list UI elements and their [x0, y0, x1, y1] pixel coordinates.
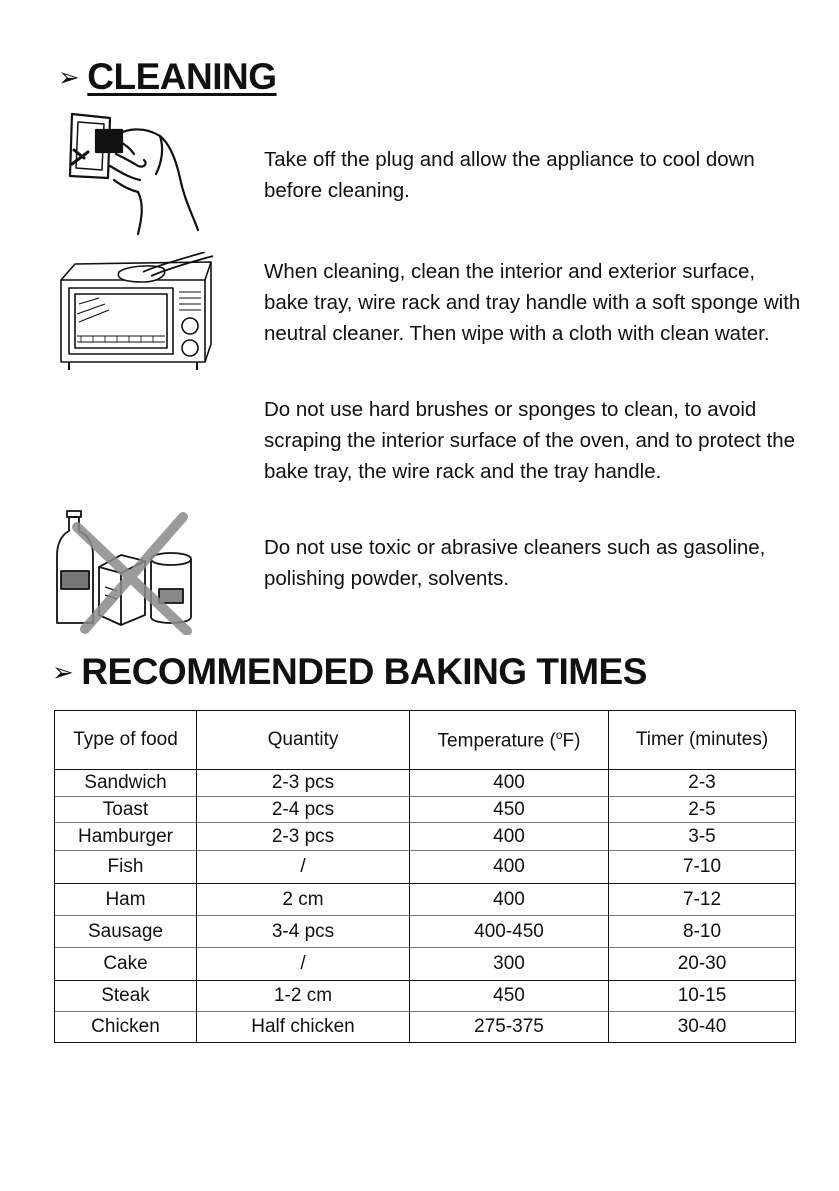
- cell-food: Sandwich: [55, 770, 197, 797]
- cleaning-title: CLEANING: [87, 56, 277, 97]
- cell-food: Cake: [55, 948, 197, 981]
- baking-times-table: [54, 710, 796, 1043]
- baking-times-title: RECOMMENDED BAKING TIMES: [81, 651, 647, 692]
- cell-temperature: 400: [410, 851, 609, 884]
- table-header-row: [55, 711, 796, 770]
- cell-timer: 7-10: [609, 851, 796, 884]
- cell-temperature: 275-375: [410, 1012, 609, 1043]
- cell-timer: 20-30: [609, 948, 796, 981]
- cell-timer: 30-40: [609, 1012, 796, 1043]
- cell-food: Sausage: [55, 916, 197, 948]
- table-row: [55, 797, 796, 823]
- cell-temperature: 450: [410, 797, 609, 823]
- cell-quantity: 3-4 pcs: [197, 916, 410, 948]
- cell-timer: 2-5: [609, 797, 796, 823]
- cell-quantity: /: [197, 851, 410, 884]
- cell-quantity: 2-3 pcs: [197, 823, 410, 851]
- cleaning-paragraph-unplug: Take off the plug and allow the appliance to cool down before cleaning.: [264, 148, 755, 202]
- cleaning-paragraph-method: When cleaning, clean the interior and exterior surface, bake tray, wire rack and tray handle with a soft sponge with neutral cleaner. Then wipe with a cloth with clean water.: [264, 260, 801, 345]
- table-row: [55, 948, 796, 981]
- toaster-oven-cleaning-icon: [55, 252, 215, 380]
- cell-timer: 2-3: [609, 770, 796, 797]
- table-row: [55, 884, 796, 916]
- arrowhead-bullet-icon: ➢: [58, 61, 80, 92]
- column-header-timer: Timer (minutes): [609, 711, 796, 770]
- cell-temperature: 400: [410, 823, 609, 851]
- cell-food: Steak: [55, 981, 197, 1012]
- table-row: [55, 823, 796, 851]
- column-header-temperature: Temperature ($^o$F): [410, 711, 609, 770]
- cell-temperature: 400: [410, 884, 609, 916]
- table-row: [55, 1012, 796, 1043]
- table-row: [55, 851, 796, 884]
- hand-unplugging-icon: [64, 108, 204, 236]
- cell-quantity: /: [197, 948, 410, 981]
- table-row: [55, 770, 796, 797]
- cell-timer: 7-12: [609, 884, 796, 916]
- cell-timer: 10-15: [609, 981, 796, 1012]
- cell-temperature: 450: [410, 981, 609, 1012]
- cell-quantity: 2-4 pcs: [197, 797, 410, 823]
- cleaning-paragraph-no-toxic: Do not use toxic or abrasive cleaners such as gasoline, polishing powder, solvents.: [264, 536, 766, 590]
- cell-quantity: 1-2 cm: [197, 981, 410, 1012]
- cell-quantity: 2-3 pcs: [197, 770, 410, 797]
- cell-food: Chicken: [55, 1012, 197, 1043]
- cell-food: Hamburger: [55, 823, 197, 851]
- cell-timer: 8-10: [609, 916, 796, 948]
- column-header-quantity: Quantity: [197, 711, 410, 770]
- baking-times-heading: [52, 653, 647, 690]
- cell-quantity: 2 cm: [197, 884, 410, 916]
- cell-food: Toast: [55, 797, 197, 823]
- cell-temperature: 400-450: [410, 916, 609, 948]
- cell-temperature: 300: [410, 948, 609, 981]
- cell-temperature: 400: [410, 770, 609, 797]
- column-header-food: Type of food: [55, 711, 197, 770]
- cell-timer: 3-5: [609, 823, 796, 851]
- cleaning-heading: [58, 58, 277, 95]
- arrowhead-bullet-icon: ➢: [52, 656, 74, 687]
- cell-food: Fish: [55, 851, 197, 884]
- cell-quantity: Half chicken: [197, 1012, 410, 1043]
- cell-food: Ham: [55, 884, 197, 916]
- table-row: [55, 916, 796, 948]
- no-toxic-cleaners-icon: [55, 505, 205, 635]
- table-row: [55, 981, 796, 1012]
- cleaning-paragraph-no-hard-brushes: Do not use hard brushes or sponges to clean, to avoid scraping the interior surface of the oven, and to protect the bake tray, the wire rack and the tray handle.: [264, 398, 796, 483]
